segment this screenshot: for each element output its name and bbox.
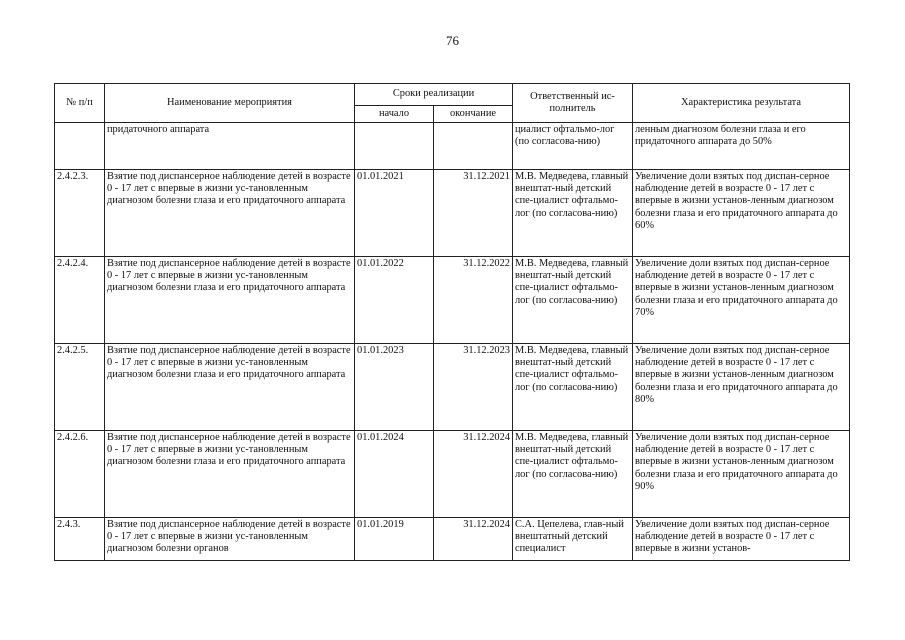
cell-end <box>434 123 513 170</box>
cell-num: 2.4.2.3. <box>55 170 105 257</box>
cell-start: 01.01.2021 <box>355 170 434 257</box>
cell-num <box>55 123 105 170</box>
table-row <box>55 170 850 257</box>
cell-name: Взятие под диспансерное наблюдение детей в возрасте 0 - 17 лет с впервые в жизни ус-тановленным диагнозом болезни органов <box>105 518 355 561</box>
cell-num: 2.4.2.6. <box>55 431 105 518</box>
cell-num: 2.4.3. <box>55 518 105 561</box>
page-number: 76 <box>446 33 459 48</box>
header-terms: Сроки реализации <box>355 84 513 106</box>
cell-responsible: С.А. Цепелева, глав-ный внештатный детский специалист <box>513 518 633 561</box>
cell-start: 01.01.2019 <box>355 518 434 561</box>
header-end: окончание <box>434 106 513 123</box>
table-header-row <box>55 84 850 106</box>
cell-start <box>355 123 434 170</box>
cell-responsible: М.В. Медведева, главный внештат-ный детский спе-циалист офтальмо-лог (по согласова-нию) <box>513 344 633 431</box>
header-result: Характеристика результата <box>633 84 850 123</box>
cell-name: Взятие под диспансерное наблюдение детей в возрасте 0 - 17 лет с впервые в жизни ус-тановленным диагнозом болезни глаза и его придаточного аппарата <box>105 431 355 518</box>
cell-responsible: М.В. Медведева, главный внештат-ный детский спе-циалист офтальмо-лог (по согласова-нию) <box>513 170 633 257</box>
header-responsible: Ответственный ис-полнитель <box>513 84 633 123</box>
table-row-continuation <box>55 123 850 170</box>
cell-end: 31.12.2022 <box>434 257 513 344</box>
cell-end: 31.12.2024 <box>434 518 513 561</box>
cell-end: 31.12.2023 <box>434 344 513 431</box>
header-start: начало <box>355 106 434 123</box>
cell-name: Взятие под диспансерное наблюдение детей в возрасте 0 - 17 лет с впервые в жизни ус-тановленным диагнозом болезни глаза и его придаточного аппарата <box>105 257 355 344</box>
header-num: № п/п <box>55 84 105 123</box>
cell-end: 31.12.2021 <box>434 170 513 257</box>
cell-responsible: циалист офтальмо-лог (по согласова-нию) <box>513 123 633 170</box>
cell-start: 01.01.2023 <box>355 344 434 431</box>
table-row <box>55 257 850 344</box>
cell-name: Взятие под диспансерное наблюдение детей в возрасте 0 - 17 лет с впервые в жизни ус-тановленным диагнозом болезни глаза и его придаточного аппарата <box>105 344 355 431</box>
cell-result: ленным диагнозом болезни глаза и его придаточного аппарата до 50% <box>633 123 850 170</box>
cell-result: Увеличение доли взятых под диспан-серное наблюдение детей в возрасте 0 - 17 лет с впервые в жизни установ-ленным диагнозом болезни глаза и его придаточного аппарата до 70% <box>633 257 850 344</box>
cell-num: 2.4.2.5. <box>55 344 105 431</box>
table-row <box>55 344 850 431</box>
activities-table <box>54 83 850 561</box>
cell-result: Увеличение доли взятых под диспан-серное наблюдение детей в возрасте 0 - 17 лет с впервые в жизни установ-ленным диагнозом болезни глаза и его придаточного аппарата до 60% <box>633 170 850 257</box>
table-row <box>55 518 850 561</box>
cell-start: 01.01.2024 <box>355 431 434 518</box>
cell-result: Увеличение доли взятых под диспан-серное наблюдение детей в возрасте 0 - 17 лет с впервые в жизни установ-ленным диагнозом болезни глаза и его придаточного аппарата до 80% <box>633 344 850 431</box>
cell-start: 01.01.2022 <box>355 257 434 344</box>
header-name: Наименование мероприятия <box>105 84 355 123</box>
cell-name: придаточного аппарата <box>105 123 355 170</box>
cell-num: 2.4.2.4. <box>55 257 105 344</box>
cell-name: Взятие под диспансерное наблюдение детей в возрасте 0 - 17 лет с впервые в жизни ус-тановленным диагнозом болезни глаза и его придаточного аппарата <box>105 170 355 257</box>
cell-responsible: М.В. Медведева, главный внештат-ный детский спе-циалист офтальмо-лог (по согласова-нию) <box>513 431 633 518</box>
cell-result: Увеличение доли взятых под диспан-серное наблюдение детей в возрасте 0 - 17 лет с впервые в жизни установ- <box>633 518 850 561</box>
cell-responsible: М.В. Медведева, главный внештат-ный детский спе-циалист офтальмо-лог (по согласова-нию) <box>513 257 633 344</box>
table-row <box>55 431 850 518</box>
cell-end: 31.12.2024 <box>434 431 513 518</box>
cell-result: Увеличение доли взятых под диспан-серное наблюдение детей в возрасте 0 - 17 лет с впервые в жизни установ-ленным диагнозом болезни глаза и его придаточного аппарата до 90% <box>633 431 850 518</box>
